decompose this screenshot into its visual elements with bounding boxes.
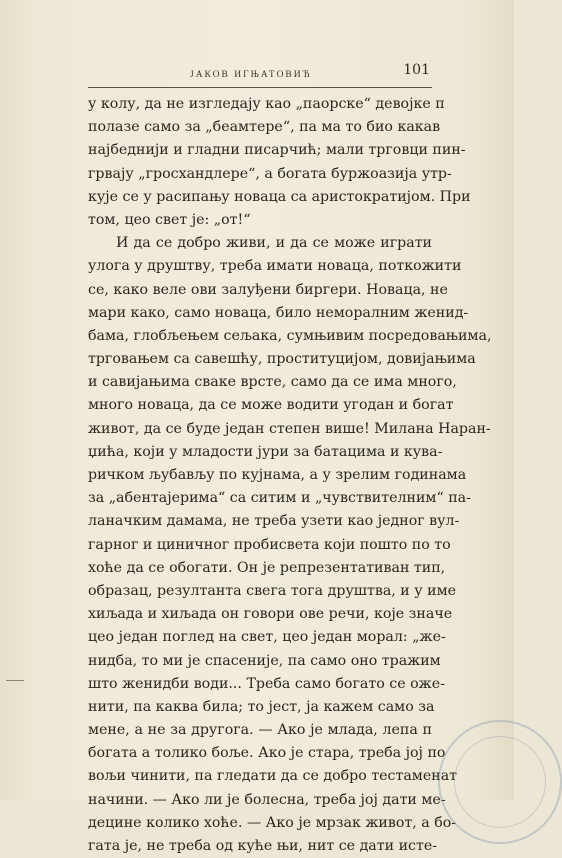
text-line: грвају „гросхандлере“, а богата буржоазија утр-: [88, 165, 452, 182]
text-line: образац, резултанта свега тога друштва, и у име: [88, 582, 457, 599]
text-line: нидба, то ми је спасеније, па само оно тражим: [88, 652, 441, 669]
text-line: кује се у расипању новаца са аристократијом. При: [88, 188, 471, 205]
text-line: децине колико хоће. — Ако је мрзак живот, а бо-: [88, 814, 457, 831]
text-line: полазе само за „беамтере“, па ма то био какав: [88, 119, 441, 136]
page-header: [88, 62, 432, 88]
text-line: цео један поглед на свет, цео један морал: „же-: [88, 629, 446, 646]
text-line: богата а толико боље. Ако је стара, треба јој по: [88, 745, 446, 762]
text-line: нити, па каква била; то јест, ја кажем само за: [88, 698, 435, 715]
text-line: улога у друштву, треба имати новаца, поткожити: [88, 258, 462, 275]
text-line: мари како, само новаца, било неморалним женид-: [88, 304, 469, 321]
text-line: за „абентајерима“ са ситим и „чувствителним“ па-: [88, 490, 471, 507]
text-line: се, како веле ови залуђени биргери. Новаца, не: [88, 281, 448, 298]
text-line: начини. — Ако ли је болесна, треба јој дати ме-: [88, 791, 446, 808]
text-line: у колу, да не изгледају као „паорске“ девојке п: [88, 96, 445, 112]
text-line: гата је, не треба од куће њи, нит се дати исте-: [88, 838, 438, 854]
text-line: ланачким дамама, не треба узети као једног вул-: [88, 513, 460, 530]
text-line: том, цео свет је: „от!“: [88, 211, 251, 228]
margin-mark: [6, 680, 24, 681]
text-line: много новаца, да се може водити угодан и богат: [88, 397, 454, 414]
text-line: И да се добро живи, и да се може играти: [116, 235, 432, 252]
text-line: ричком љубављу по кујнама, а у зрелим годинама: [88, 467, 467, 483]
text-line: што женидби води... Треба само богато се оже-: [88, 675, 445, 692]
header-rule: [88, 87, 432, 88]
text-line: бама, глобљењем сељака, сумњивим посредовањима,: [88, 327, 492, 344]
text-line: најбеднији и гладни писарчић; мали трговци пин-: [88, 142, 466, 159]
library-stamp: [438, 720, 562, 844]
text-line: живот, да се буде један степен више! Милана Наран-: [88, 420, 491, 437]
text-line: и савијањима сваке врсте, само да се има много,: [88, 374, 457, 391]
body-text: [88, 93, 492, 858]
text-line: џића, који у младости јури за батацима и кува-: [88, 443, 443, 460]
text-line: хоће да се обогати. Он је репрезентативан тип,: [88, 559, 446, 576]
text-line: вољи чинити, па гледати да се добро тестаменат: [88, 768, 458, 785]
text-line: гарног и циничног пробисвета који пошто по то: [88, 536, 451, 553]
text-line: мене, а не за другога. — Ако је млада, лепа п: [88, 722, 432, 739]
text-line: хиљада и хиљада он говори ове речи, које значе: [88, 606, 453, 623]
page-number: 101: [403, 62, 430, 78]
text-line: трговањем са савешћу, проституцијом, довијањима: [88, 351, 476, 368]
library-stamp-inner-ring: [454, 736, 546, 828]
running-head: ЈАКОВ ИГЊАТОВИЋ: [190, 70, 312, 80]
